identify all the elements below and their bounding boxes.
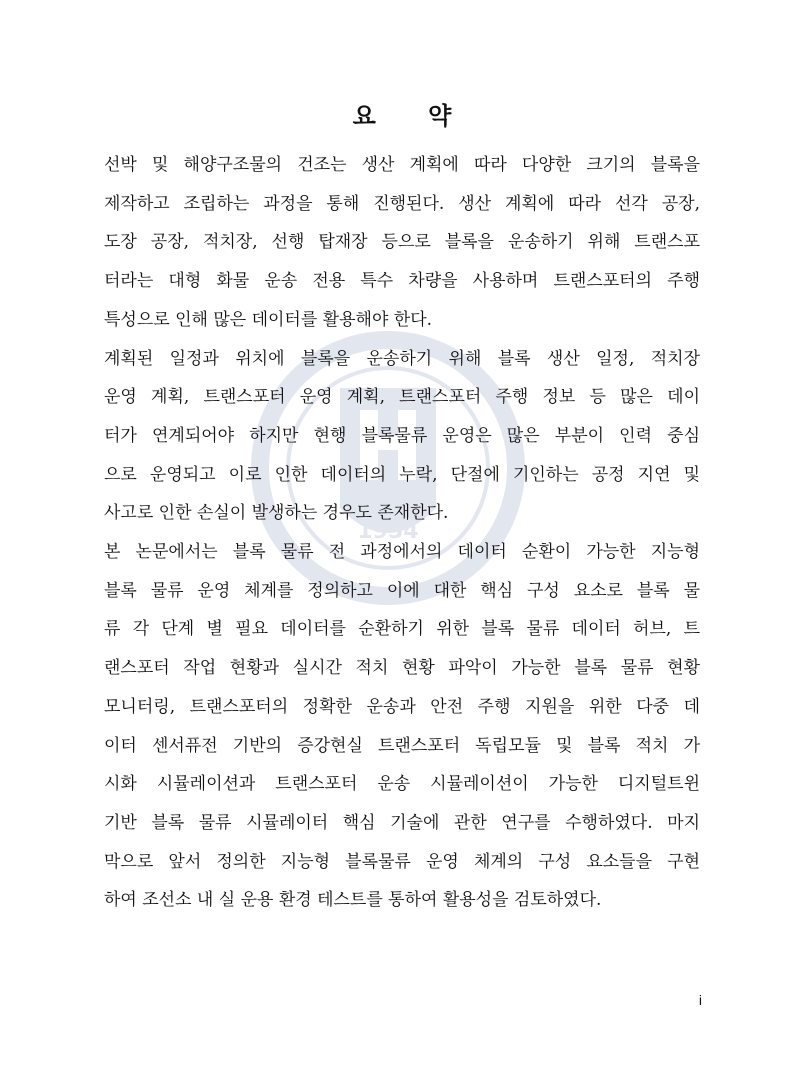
- abstract-body: [104, 146, 700, 920]
- watermark-year: 1954: [357, 519, 419, 544]
- paragraph-3-line-7: 시화 시뮬레이션과 트랜스포터 운송 시뮬레이션이 가능한 디지털트윈: [104, 774, 700, 795]
- paragraph-2-line-2: 운영 계획, 트랜스포터 운영 계획, 트랜스포터 주행 정보 등 많은 데이: [104, 387, 700, 408]
- paragraph-3-line-1: 본 논문에서는 블록 물류 전 과정에서의 데이터 순환이 가능한 지능형: [104, 542, 700, 563]
- paragraph-2-line-3: 터가 연계되어야 하지만 현행 블록물류 운영은 많은 부분이 인력 중심: [104, 425, 700, 446]
- page-number: i: [698, 992, 702, 1008]
- paragraph-2: [104, 340, 700, 534]
- paragraph-3: [104, 533, 700, 920]
- paragraph-2-line-1: 계획된 일정과 위치에 블록을 운송하기 위해 블록 생산 일정, 적치장: [104, 348, 700, 369]
- paragraph-3-line-9: 막으로 앞서 정의한 지능형 블록물류 운영 체계의 구성 요소들을 구현: [104, 851, 700, 872]
- paragraph-1-line-5: 특성으로 인해 많은 데이터를 활용해야 한다.: [104, 309, 433, 330]
- paragraph-3-line-10: 하여 조선소 내 실 운용 환경 테스트를 통하여 활용성을 검토하였다.: [104, 890, 602, 911]
- paragraph-1-line-2: 제작하고 조립하는 과정을 통해 진행된다. 생산 계획에 따라 선각 공장,: [104, 193, 700, 214]
- paragraph-3-line-2: 블록 물류 운영 체계를 정의하고 이에 대한 핵심 구성 요소로 블록 물: [104, 580, 700, 601]
- paragraph-3-line-8: 기반 블록 물류 시뮬레이터 핵심 기술에 관한 연구를 수행하였다. 마지: [104, 812, 700, 833]
- abstract-page: [104, 98, 700, 920]
- paragraph-2-line-4: 으로 운영되고 이로 인한 데이터의 누락, 단절에 기인하는 공정 지연 및: [104, 464, 700, 485]
- paragraph-3-line-6: 이터 센서퓨전 기반의 증강현실 트랜스포터 독립모듈 및 블록 적치 가: [104, 735, 700, 756]
- paragraph-3-line-4: 랜스포터 작업 현황과 실시간 적치 현황 파악이 가능한 블록 물류 현황: [104, 658, 700, 679]
- page-title: 요 약: [352, 101, 474, 130]
- paragraph-1-line-1: 선박 및 해양구조물의 건조는 생산 계획에 따라 다양한 크기의 블록을: [104, 155, 700, 175]
- paragraph-1-line-3: 도장 공장, 적치장, 선행 탑재장 등으로 블록을 운송하기 위해 트랜스포: [104, 232, 700, 253]
- paragraph-3-line-3: 류 각 단계 별 필요 데이터를 순환하기 위한 블록 물류 데이터 허브, 트: [104, 619, 700, 640]
- paragraph-1: [104, 146, 700, 340]
- paragraph-2-line-5: 사고로 인한 손실이 발생하는 경우도 존재한다.: [104, 503, 449, 524]
- paragraph-1-line-4: 터라는 대형 화물 운송 전용 특수 차량을 사용하며 트랜스포터의 주행: [104, 271, 700, 292]
- paragraph-3-line-5: 모니터링, 트랜스포터의 정확한 운송과 안전 주행 지원을 위한 다중 데: [104, 696, 700, 717]
